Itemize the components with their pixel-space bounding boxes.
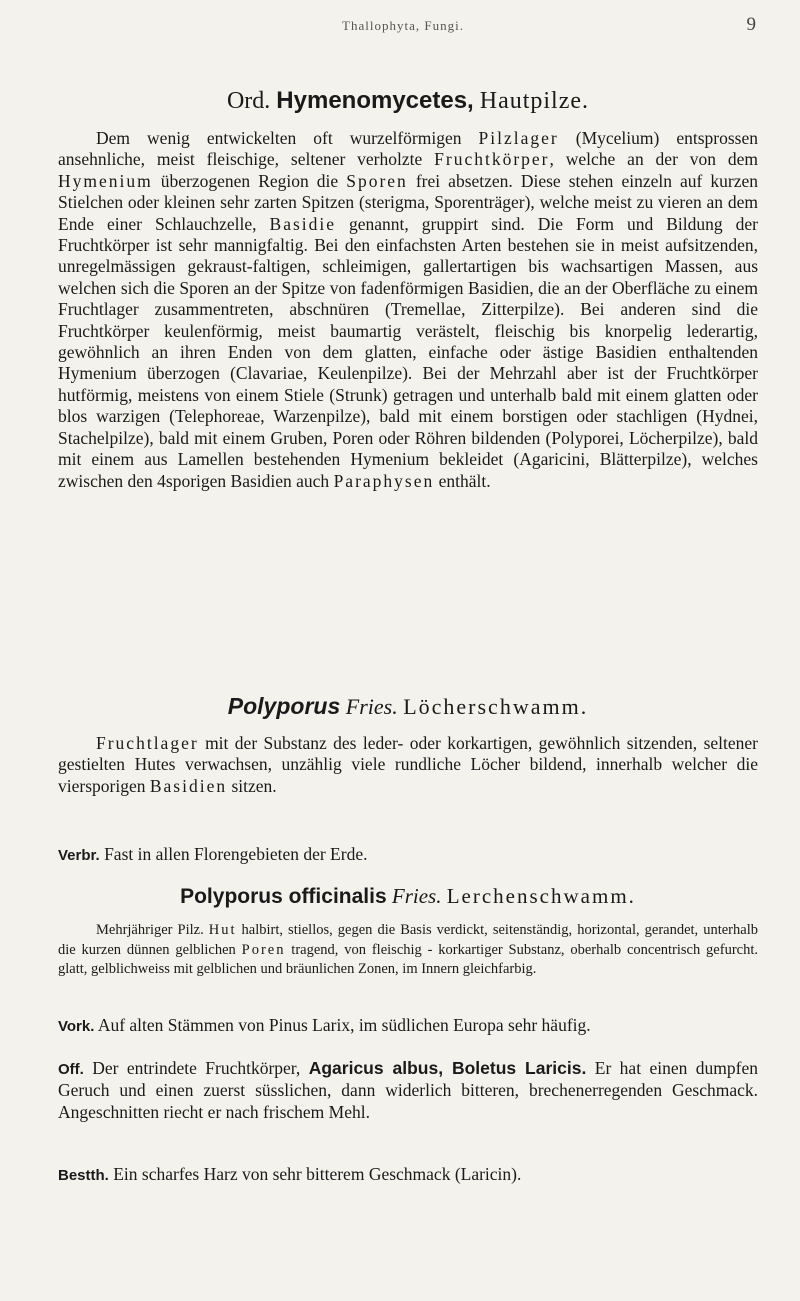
term-basidien: Basidien <box>149 775 228 796</box>
term-fruchtkoerper: Fruchtkörper <box>434 149 550 170</box>
order-description <box>58 128 758 492</box>
genus-authority: Fries. <box>345 694 398 719</box>
intro-text: , welche an der von dem <box>549 149 759 170</box>
species-name: Polyporus officinalis <box>180 885 387 908</box>
constituents-note <box>58 1164 758 1186</box>
species-german-name: Lerchenschwamm. <box>446 884 636 908</box>
species-text: halbirt, stiellos, gegen die Basis verdickt, seitenständig, horizontal, gerandet, unterhalb die kurzen dünnen gelblichen <box>58 922 758 958</box>
distribution-text: Fast in allen Florengebieten der Erde. <box>99 844 368 864</box>
term-hut: Hut <box>208 922 237 938</box>
genus-heading <box>58 692 758 721</box>
running-head <box>58 14 758 36</box>
page-number: 9 <box>746 14 756 35</box>
intro-text: überzogenen Region die <box>152 170 347 191</box>
order-prefix: Ord. <box>226 88 271 114</box>
term-poren: Poren <box>241 941 286 958</box>
order-heading <box>58 86 758 116</box>
term-sporen: Sporen <box>346 170 408 191</box>
intro-text: genannt, gruppirt sind. Die Form und Bildung der Fruchtkörper ist sehr mannigfaltig. Bei den einfachsten Arten bestehen sie in meist aufsitzenden, unregelmässigen gekraust-faltigen, schleimigen, gallertartigen bis wachsartigen Massen, aus welchen sich die Sporen an der Spitze von fadenförmigen Basidien, die an der Oberfläche zu einem Fruchtlager zusammentreten, abschnüren (Tremellae, Zitterpilze). Bei anderen sind die Fruchtkörper keulenförmig, meist baumartig verästelt, fleischig bis knorpelig lederartig, gewöhnlich an ihren Enden von dem glatten, einfache oder ästige Basidien enthaltenden Hymenium überzogen (Clavariae, Keulenpilze). Bei der Mehrzahl aber ist der Fruchtkörper hutförmig, meistens von einem Stiele (Strunk) getragen und unterhalb bald mit einem glatten oder blos warzigen (Telephoreae, Warzenpilze), bald mit einem borstigen oder stachligen (Hydnei, Stachelpilze), bald mit einem Gruben, Poren oder Röhren bildenden (Polyporei, Löcherpilze), bald mit einem aus Lamellen bestehenden Hymenium bekleidet (Agaricini, Blätterpilze), welches zwischen den 4sporigen Basidien auch <box>58 213 758 491</box>
term-pilzlager: Pilzlager <box>478 128 559 148</box>
term-fruchtlager: Fruchtlager <box>96 733 199 753</box>
genus-text: sitzen. <box>227 775 277 796</box>
occurrence-text: Auf alten Stämmen von Pinus Larix, im südlichen Europa sehr häufig. <box>94 1015 591 1035</box>
constituents-label: Bestth. <box>58 1167 109 1184</box>
genus-german-name: Löcherschwamm. <box>403 694 589 719</box>
occurrence-label: Vork. <box>58 1018 95 1035</box>
term-hymenium: Hymenium <box>58 170 153 191</box>
species-text: tragend, von fleischig - korkartiger Substanz, oberhalb concentrisch gefurcht. glatt, gelblichweiss mit gelblichen und bräunlichen Zonen, im Innern gleichfarbig. <box>58 941 758 978</box>
intro-text: Dem wenig entwickelten oft wurzelförmigen <box>96 128 479 148</box>
occurrence-note <box>58 1015 758 1037</box>
distribution-note <box>58 844 758 866</box>
term-paraphysen: Paraphysen <box>333 470 435 491</box>
genus-description <box>58 733 758 797</box>
officinal-text: Der entrindete Fruchtkörper, <box>83 1058 309 1078</box>
species-description <box>58 921 758 980</box>
intro-text: enthält. <box>434 470 491 491</box>
genus-text: mit der Substanz des leder- oder korkartigen, gewöhnlich sitzenden, seltener gestielten Hutes verwachsen, unzählig viele rundliche Löcher bildend, innerhalb welcher die viersporigen <box>58 733 758 796</box>
species-heading <box>58 883 758 910</box>
species-authority: Fries. <box>391 884 442 908</box>
order-german-name: Hautpilze. <box>479 88 590 114</box>
officinal-label: Off. <box>58 1061 84 1078</box>
term-basidie: Basidie <box>269 213 337 234</box>
order-name: Hymenomycetes, <box>276 87 474 114</box>
intro-text: (Mycelium) entsprossen ansehnliche, meist fleischige, seltener verholzte <box>58 128 759 170</box>
species-text: Mehrjähriger Pilz. <box>96 922 209 938</box>
genus-name: Polyporus <box>227 693 341 719</box>
officinal-note <box>58 1058 758 1123</box>
intro-text: frei absetzen. Diese stehen einzeln auf kurzen Stielchen oder kleinen sehr zarten Spitzen (sterigma, Sporenträger), welche meist zu vieren an dem Ende einer Schlauchzelle, <box>58 170 759 234</box>
constituents-text: Ein scharfes Harz von sehr bitterem Geschmack (Laricin). <box>108 1164 522 1184</box>
running-title: Thallophyta, Fungi. <box>342 18 464 33</box>
drug-name: Agaricus albus, Boletus Laricis. <box>308 1058 587 1078</box>
book-page <box>58 0 758 1301</box>
officinal-text: Er hat einen dumpfen Geruch und einen zuerst süsslichen, dann widerlich bitteren, brechenerregenden Geschmack. Angeschnitten riecht er nach frischem Mehl. <box>58 1058 758 1122</box>
distribution-label: Verbr. <box>58 847 100 864</box>
